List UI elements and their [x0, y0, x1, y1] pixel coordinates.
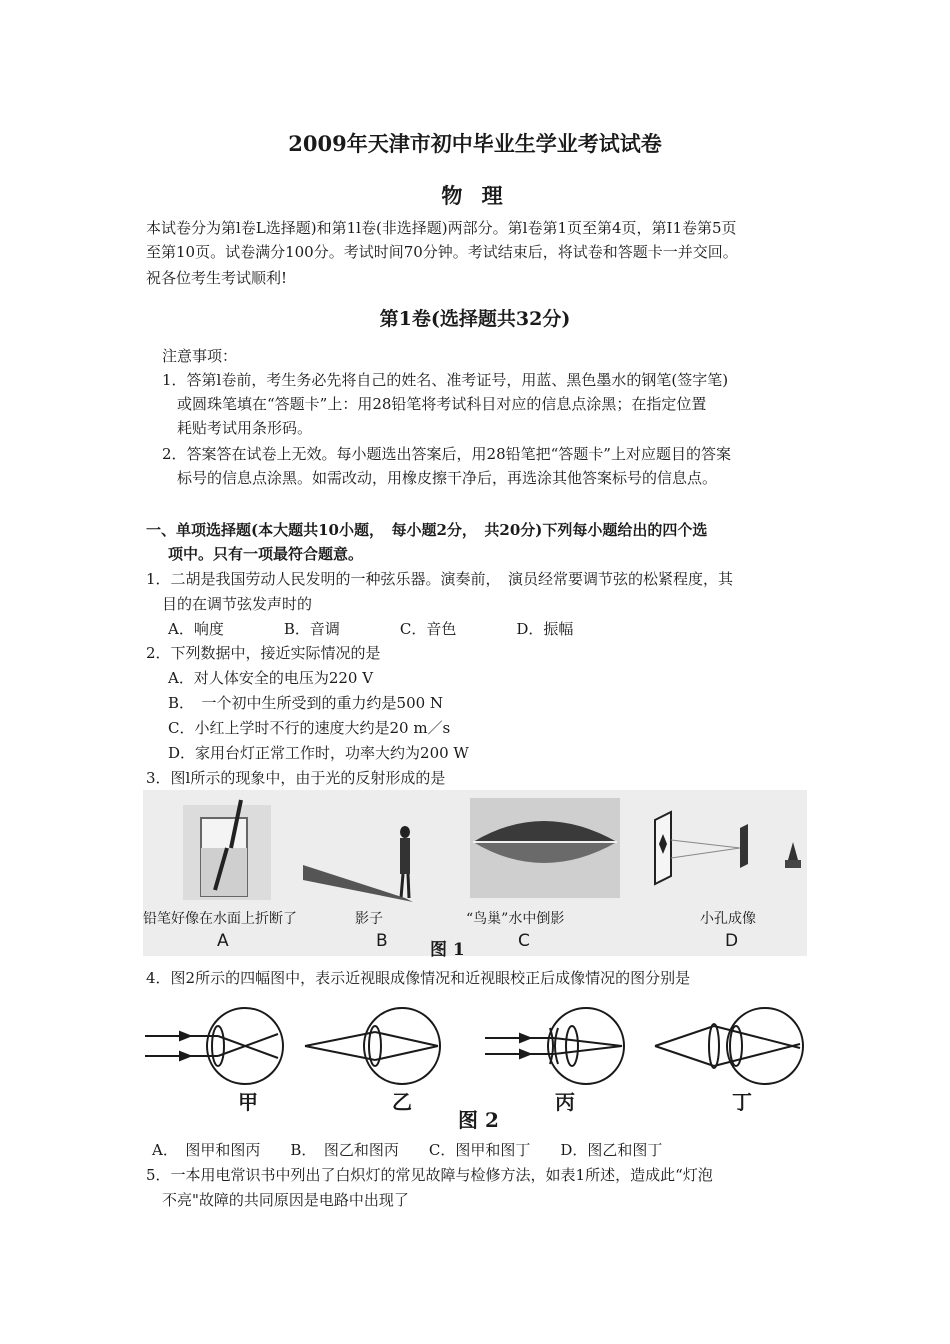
- q1-options: A．响度 B．音调 C．音色 D．振幅: [168, 620, 574, 638]
- fig1-glass-pencil-image: [183, 800, 271, 900]
- q2-option-a: A．对人体安全的电压为220 V: [168, 669, 374, 687]
- fig1-caption: 图 1: [430, 940, 465, 960]
- fig1-letter-c: C: [518, 931, 530, 951]
- fig2-label-bing: 丙: [555, 1090, 575, 1114]
- q5-stem-line-2: 不亮"故障的共同原因是电路中出现了: [162, 1191, 409, 1209]
- intro-line-3: 祝各位考生考试顺利!: [146, 269, 288, 287]
- q2-stem: 2．下列数据中，接近实际情况的是: [146, 644, 381, 662]
- notice-2-line-2: 标号的信息点涂黑。如需改动，用橡皮擦干净后，再选涂其他答案标号的信息点。: [177, 469, 718, 487]
- fig2-caption: 图 2: [458, 1108, 499, 1132]
- part1-heading-line-1: 一、单项选择题(本大题共10小题， 每小题2分， 共20分)下列每小题给出的四个选: [146, 521, 708, 539]
- fig1-letter-b: B: [376, 931, 388, 951]
- fig1-label-d: 小孔成像: [700, 911, 756, 927]
- fig1-label-c: “鸟巢”水中倒影: [466, 911, 565, 927]
- fig2-eye-bing: [485, 1008, 624, 1084]
- fig2-label-yi: 乙: [392, 1090, 412, 1114]
- figure-1: [143, 790, 807, 960]
- q2-option-c: C．小红上学时不行的速度大约是20 m／s: [168, 719, 451, 737]
- fig1-label-a: 铅笔好像在水面上折断了: [143, 911, 297, 927]
- fig1-label-b: 影子: [355, 911, 383, 927]
- fig2-eye-ding: [655, 1008, 803, 1084]
- fig2-eye-yi: [305, 1008, 440, 1084]
- subject-title: 物 理: [441, 183, 509, 208]
- q2-option-d: D．家用台灯正常工作时，功率大约为200 W: [168, 744, 469, 762]
- fig2-label-ding: 丁: [732, 1090, 752, 1114]
- fig2-label-jia: 甲: [238, 1090, 258, 1114]
- section-heading: 第1卷(选择题共32分): [379, 308, 571, 330]
- notice-2-line-1: 2．答案答在试卷上无效。每小题选出答案后，用28铅笔把“答题卡”上对应题目的答案: [162, 445, 731, 463]
- fig2-eye-jia: [145, 1008, 283, 1084]
- figure-2: [140, 1006, 810, 1130]
- q5-stem-line-1: 5．一本用电常识书中列出了白炽灯的常见故障与检修方法，如表1所述，造成此“灯泡: [146, 1166, 713, 1184]
- fig1-birdnest-image: [470, 798, 620, 898]
- notice-label: 注意事项：: [162, 347, 238, 365]
- intro-line-2: 至第10页。试卷满分100分。考试时间70分钟。考试结束后，将试卷和答题卡一并交回。: [146, 243, 738, 261]
- notice-1-line-3: 耗贴考试用条形码。: [177, 419, 313, 437]
- q4-options: A． 图甲和图丙 B． 图乙和图丙 C．图甲和图丁 D．图乙和图丁: [152, 1141, 663, 1159]
- q2-option-b: B． 一个初中生所受到的重力约是500 N: [168, 694, 444, 712]
- q3-stem: 3．图l所示的现象中，由于光的反射形成的是: [146, 769, 446, 787]
- notice-1-line-1: 1．答第l卷前，考生务必先将自己的姓名、准考证号，用蓝、黑色墨水的钢笔(签字笔): [162, 371, 729, 389]
- q1-stem-line-1: 1．二胡是我国劳动人民发明的一种弦乐器。演奏前， 演员经常要调节弦的松紧程度，其: [146, 570, 734, 588]
- fig1-pinhole-image: [655, 812, 801, 884]
- q1-stem-line-2: 目的在调节弦发声时的: [162, 595, 313, 613]
- page-title: 2009年天津市初中毕业生学业考试试卷: [288, 131, 662, 156]
- fig1-shadow-image: [303, 826, 413, 902]
- intro-line-1: 本试卷分为第l卷L选择题)和第1l卷(非选择题)两部分。第l卷第1页至第4页，第I1卷第5页: [146, 219, 737, 237]
- q4-stem: 4．图2所示的四幅图中，表示近视眼成像情况和近视眼校正后成像情况的图分别是: [146, 969, 691, 987]
- fig1-letter-d: D: [725, 931, 739, 951]
- notice-1-line-2: 或圆珠笔填在“答题卡”上：用28铅笔将考试科目对应的信息点涂黑；在指定位置: [177, 395, 707, 413]
- fig1-letter-a: A: [217, 931, 229, 951]
- part1-heading-line-2: 项中。只有一项最符合题意。: [168, 545, 364, 563]
